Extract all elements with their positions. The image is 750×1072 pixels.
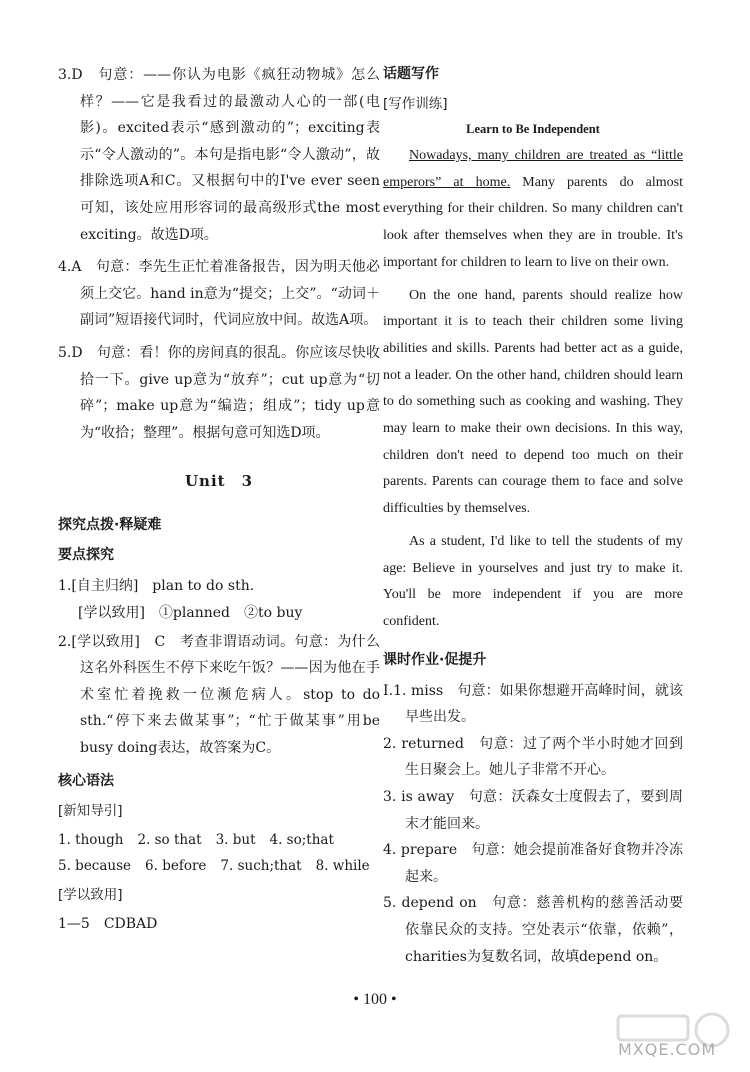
unit-title: Unit 3 [184, 472, 254, 491]
grammar-answer: 5. because [58, 858, 132, 875]
key-point-2: 2.[学以致用] C 考查非谓语动词。句意：为什么这名外科医生不停下来吃午饭？——因为他在手术室忙着挽救一位濒危病人。stop to do sth.“停下来去做某事”；“忙于做某事”用be busy doing表达，故答案为C。 [58, 633, 380, 756]
essay-paragraph-1-rest: Many parents do almost everything for their children. So many children can't look after themselves when they are in trouble. It's important for children to learn to live on their own. [383, 174, 683, 270]
homework-answer-1: Ⅰ.1. miss 句意：如果你想避开高峰时间，就该早些出发。 [383, 682, 683, 726]
choice-answers: 1—5 CDBAD [58, 916, 158, 933]
grammar-answer: 1. though [58, 832, 124, 849]
left-column [58, 62, 380, 938]
essay [383, 143, 683, 636]
grammar-answer: 7. such;that [220, 858, 302, 875]
watermark-text: MXQE.COM [618, 1040, 717, 1059]
essay-paragraph-2: On the one hand, parents should realize how important it is to teach their children some living abilities and skills. Parents had better act as a guide, not a leader. On the other hand, children should learn to do something such as cooking and washing. They may learn to make their own decisions. In this way, children don't need to depend too much on their parents. Parents can courage them to face and solve difficulties by themselves. [383, 287, 683, 517]
section-heading-explore: 探究点拨·释疑难 [58, 517, 162, 534]
grammar-answer: 2. so that [137, 832, 202, 849]
subheading-core-grammar: 核心语法 [58, 773, 114, 790]
grammar-answers-row-2 [58, 853, 380, 879]
grammar-answer: 3. but [215, 832, 256, 849]
grammar-answer: 6. before [145, 858, 207, 875]
subheading-key-points: 要点探究 [58, 547, 114, 564]
bracket-new-knowledge: [新知导引] [58, 803, 123, 820]
essay-paragraph-1 [383, 143, 683, 277]
key-point-1-line1: 1.[自主归纳] plan to do sth. [58, 578, 255, 595]
grammar-answers-row-1 [58, 827, 380, 853]
page-number: • 100 • [353, 991, 397, 1008]
homework-answer-5: 5. depend on 句意：慈善机构的慈善活动要依靠民众的支持。空处表示“依靠，依赖”，charities为复数名词，故填depend on。 [383, 895, 683, 965]
homework-answer-2: 2. returned 句意：过了两个半小时她才回到生日聚会上。她儿子非常不开心。 [383, 735, 683, 779]
answer-4: 4.A 句意：李先生正忙着准备报告，因为明天他必须上交它。hand in意为“提交；上交”。“动词＋副词”短语接代词时，代词应放中间。故选A项。 [58, 259, 380, 329]
homework-answer-4: 4. prepare 句意：她会提前准备好食物并冷冻起来。 [383, 842, 683, 885]
grammar-answer: 8. while [315, 858, 370, 875]
essay-paragraph-3: As a student, I'd like to tell the students of my age: Believe in yourselves and just try to make it. You'll be more independent if you are more confident. [383, 533, 683, 629]
topic-writing-heading: 话题写作 [383, 66, 439, 82]
essay-title: Learn to Be Independent [466, 122, 600, 136]
right-column [383, 62, 683, 970]
answer-3: 3.D 句意：——你认为电影《疯狂动物城》怎么样？——它是我看过的最激动人心的一部(电影)。excited表示“感到激动的”；exciting表示“令人激动的”。本句是指电影“令人激动”，故排除选项A和C。又根据句中的I've ever seen可知，该处应用形容词的最高级形式the most exciting。故选D项。 [58, 67, 380, 243]
bracket-apply: [学以致用] [58, 887, 123, 904]
grammar-answer: 4. so;that [269, 832, 334, 849]
section-heading-homework: 课时作业·促提升 [383, 651, 487, 668]
homework-answer-3: 3. is away 句意：沃森女士度假去了，要到周末才能回来。 [383, 789, 683, 832]
bracket-writing-practice: [写作训练] [383, 96, 448, 112]
key-point-1-line2: [学以致用] ①planned ②to buy [78, 604, 303, 621]
essay-underlined-sentence: Nowadays, many children are treated as “little emperors” at home. [383, 148, 683, 190]
answer-5: 5.D 句意：看！你的房间真的很乱。你应该尽快收拾一下。give up意为“放弃”；cut up意为“切碎”；make up意为“编造；组成”；tidy up意为“收拾；整理”。根据句意可知选D项。 [58, 344, 380, 441]
